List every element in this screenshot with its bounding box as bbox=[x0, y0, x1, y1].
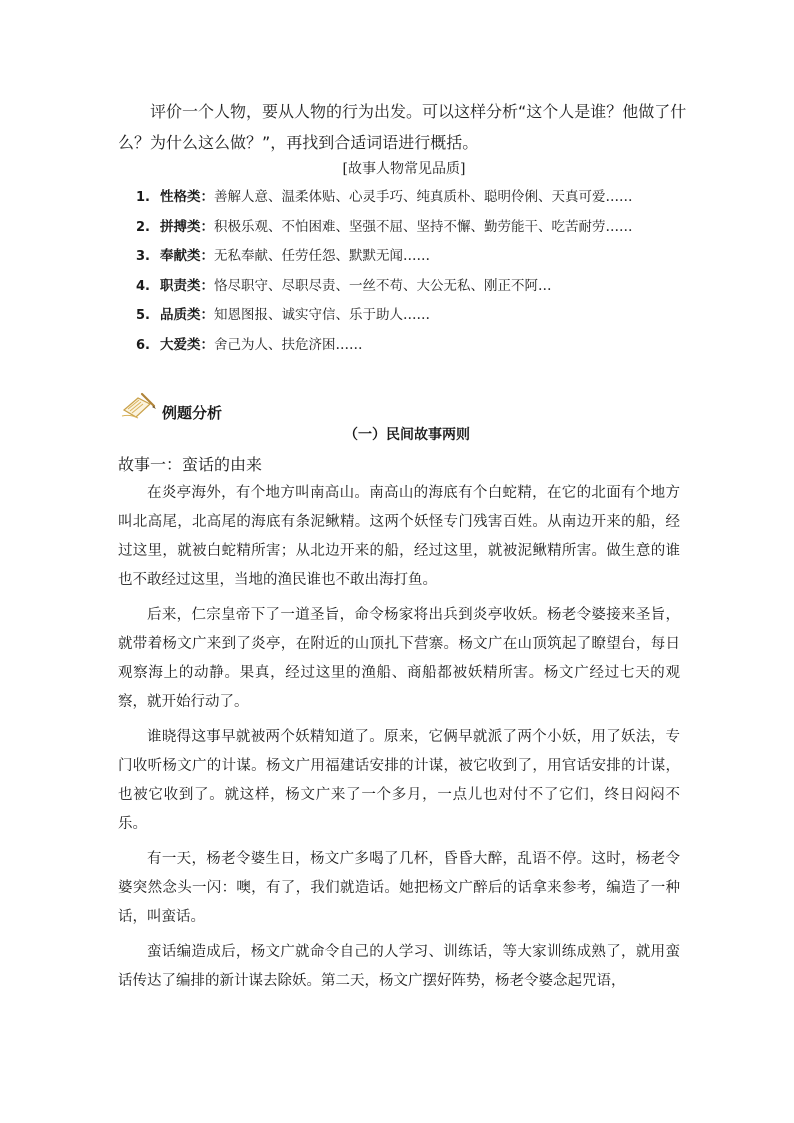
story-paragraph: 蛮话编造成后，杨文广就命令自己的人学习、训练话，等大家训练成熟了，就用蛮话传达了编排的新计谋去除妖。第二天，杨文广摆好阵势，杨老令婆念起咒语， bbox=[118, 944, 680, 989]
list-item bbox=[136, 242, 696, 272]
story-paragraph: 在炎亭海外，有个地方叫南高山。南高山的海底有个白蛇精，在它的北面有个地方叫北高尾，北高尾的海底有条泥鳅精。这两个妖怪专门残害百姓。从南边开来的船，经过这里，就被白蛇精所害；从北边开来的船，经过这里，就被泥鳅精所害。做生意的谁也不敢经过这里，当地的渔民谁也不敢出海打鱼。 bbox=[118, 485, 680, 588]
item-number: 2. bbox=[136, 219, 150, 235]
qualities-title: [故事人物常见品质] bbox=[342, 161, 466, 177]
item-number: 1. bbox=[136, 190, 150, 205]
example-heading-label: 例题分析 bbox=[162, 403, 223, 422]
section-title: （一）民间故事两则 bbox=[344, 427, 470, 443]
story-paragraph: 谁晓得这事早就被两个妖精知道了。原来，它俩早就派了两个小妖，用了妖法，专门收听杨文广的计谋。杨文广用福建话安排的计谋，被它收到了，用官话安排的计谋，也被它收到了。就这样，杨文广来了一个多月，一点儿也对付不了它们，终日闷闷不乐。 bbox=[118, 729, 680, 832]
story-title: 故事一：蛮话的由来 bbox=[118, 455, 263, 474]
item-number: 6. bbox=[136, 337, 150, 353]
item-number: 4. bbox=[136, 278, 150, 294]
story-body bbox=[118, 479, 680, 1002]
story-paragraph: 后来，仁宗皇帝下了一道圣旨，命令杨家将出兵到炎亭收妖。杨老令婆接来圣旨，就带着杨文广来到了炎亭，在附近的山顶扎下营寨。杨文广在山顶筑起了瞭望台，每日观察海上的动静。果真，经过这里的渔船、商船都被妖精所害。杨文广经过七天的观察，就开始行动了。 bbox=[118, 607, 680, 710]
item-category: 大爱类： bbox=[160, 336, 214, 353]
item-qualities: 善解人意、温柔体贴、心灵手巧、纯真质朴、聪明伶俐、天真可爱…… bbox=[214, 189, 633, 205]
list-item bbox=[136, 272, 696, 302]
book-pen-icon bbox=[120, 390, 160, 420]
item-category: 拼搏类： bbox=[160, 218, 214, 235]
item-category: 奉献类： bbox=[160, 248, 214, 264]
qualities-list bbox=[136, 183, 696, 360]
example-heading bbox=[120, 388, 222, 422]
intro-paragraph: 评价一个人物，要从人物的行为出发。可以这样分析“这个人是谁？他做了什么？为什么这么做？”，再找到合适词语进行概括。 bbox=[118, 102, 687, 152]
item-qualities: 积极乐观、不怕困难、坚强不屈、坚持不懈、勤劳能干、吃苦耐劳…… bbox=[214, 218, 633, 235]
item-qualities: 无私奉献、任劳任怨、默默无闻…… bbox=[214, 248, 430, 264]
story-paragraph: 有一天，杨老令婆生日，杨文广多喝了几杯，昏昏大醉，乱语不停。这时，杨老令婆突然念头一闪：噢，有了，我们就造话。她把杨文广醉后的话拿来参考，编造了一种话，叫蛮话。 bbox=[118, 851, 680, 925]
item-category: 品质类： bbox=[160, 307, 214, 323]
item-qualities: 知恩图报、诚实守信、乐于助人…… bbox=[214, 307, 430, 323]
list-item bbox=[136, 213, 696, 243]
item-number: 5. bbox=[136, 308, 150, 323]
list-item bbox=[136, 183, 696, 213]
item-qualities: 恪尽职守、尽职尽责、一丝不苟、大公无私、刚正不阿… bbox=[214, 277, 552, 294]
item-qualities: 舍己为人、扶危济困…… bbox=[214, 336, 363, 353]
list-item bbox=[136, 331, 696, 361]
item-category: 性格类： bbox=[160, 189, 214, 205]
list-item bbox=[136, 301, 696, 331]
item-number: 3. bbox=[136, 249, 150, 264]
item-category: 职责类： bbox=[160, 277, 214, 294]
